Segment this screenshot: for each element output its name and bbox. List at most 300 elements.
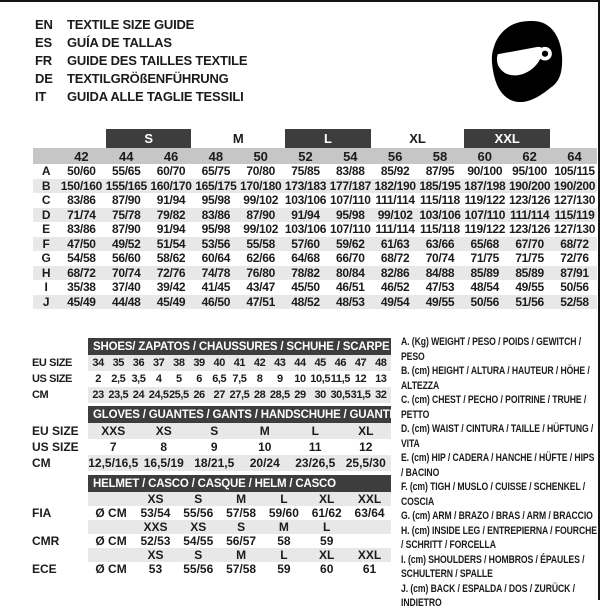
helmet-size-letter: XS xyxy=(134,492,177,506)
measurement-cell: 41/45 xyxy=(201,280,231,295)
measurement-cell: 50/56 xyxy=(462,295,507,310)
measurement-cell: 111/114 xyxy=(375,222,415,237)
measurement-row xyxy=(33,164,597,179)
size-row xyxy=(30,439,391,455)
table-title-row xyxy=(30,338,391,355)
size-cell: 39 xyxy=(189,355,209,371)
helmet-size-cell: 56/57 xyxy=(226,534,257,548)
measurement-cell: 165/175 xyxy=(195,178,237,193)
size-cell: 42 xyxy=(250,355,270,371)
measurement-cell: 85/89 xyxy=(507,266,552,281)
measurement-cell: 65/68 xyxy=(462,237,507,252)
helmet-size-cell: 53 xyxy=(148,562,163,576)
side-label: EU SIZE xyxy=(30,355,88,371)
measurement-cell: 46/51 xyxy=(336,280,365,295)
measurement-cell: 59/62 xyxy=(328,237,373,252)
measurement-cell: 70/74 xyxy=(104,266,149,281)
size-cell: 10,5 xyxy=(310,373,331,385)
size-cell: 9 xyxy=(276,373,283,385)
language-title: GUIDA ALLE TAGLIE TESSILI xyxy=(67,88,244,104)
numeric-size: 62 xyxy=(507,148,552,164)
language-row xyxy=(35,51,247,69)
language-code: IT xyxy=(35,88,47,104)
side-spacer xyxy=(30,492,88,506)
size-cell: 46 xyxy=(330,355,350,371)
legend-item: B. (cm) HEIGHT / ALTURA / HAUTEUR / HÖHE / ALTEZZA xyxy=(401,365,590,392)
size-row xyxy=(30,423,391,439)
corner-cell xyxy=(33,128,59,148)
numeric-size: 44 xyxy=(104,148,149,164)
size-cell: 24 xyxy=(128,387,148,403)
table-title-row xyxy=(30,475,391,492)
size-cell: 3,5 xyxy=(131,373,146,385)
measurement-cell: 46/52 xyxy=(380,280,410,295)
measurement-cell: 83/86 xyxy=(67,222,96,237)
measurement-cell: 103/106 xyxy=(419,207,461,222)
side-label: CM xyxy=(30,387,88,403)
measurement-cell: 99/102 xyxy=(243,193,279,208)
size-letter-cell xyxy=(104,128,194,148)
measurement-cell: 46/50 xyxy=(193,295,238,310)
helmet-size-cell: 57/58 xyxy=(226,506,257,520)
language-title: TEXTILE SIZE GUIDE xyxy=(67,16,195,32)
diameter-unit-label: Ø CM xyxy=(95,562,127,576)
legend-item: J. (cm) BACK / ESPALDA / DOS / ZURÜCK / INDIETRO xyxy=(401,582,575,609)
helmet-size-letter: M xyxy=(262,520,305,534)
size-letter-label: XXL xyxy=(464,129,550,148)
helmet-size-letter: L xyxy=(305,520,348,534)
measurement-cell: 83/86 xyxy=(193,208,238,223)
measurement-cell: 111/114 xyxy=(507,208,552,223)
measurement-cell: 49/54 xyxy=(373,295,418,310)
helmet-size-cell: 61 xyxy=(362,562,377,576)
side-spacer xyxy=(30,548,88,562)
size-cell: 25,5 xyxy=(168,389,189,401)
side-spacer xyxy=(30,406,88,423)
size-cell: 25,5/30 xyxy=(341,455,392,471)
table-title: GLOVES / GUANTES / GANTS / HANDSCHUHE / GUANTI xyxy=(88,406,391,423)
helmet-size-cell: 59 xyxy=(320,534,334,548)
helmet-size-letter: S xyxy=(177,492,220,506)
helmet-size-cell: 59 xyxy=(277,562,291,576)
language-code: FR xyxy=(35,52,52,68)
size-cell: 28,5 xyxy=(269,389,290,401)
numeric-size: 52 xyxy=(283,148,328,164)
measurement-row xyxy=(33,179,597,194)
size-cell: 11 xyxy=(308,440,322,454)
size-cell: 2 xyxy=(95,373,101,385)
language-row xyxy=(35,69,247,87)
size-letter-row xyxy=(33,128,597,148)
size-letter-cell xyxy=(193,128,283,148)
measurement-cell: 123/126 xyxy=(508,222,551,237)
helmet-size-letter: S xyxy=(220,520,263,534)
legend-item: D. (cm) WAIST / CINTURA / TAILLE / HÜFTUNG / VITA xyxy=(401,423,594,450)
row-letter: C xyxy=(41,193,51,208)
measurement-cell: 74/78 xyxy=(193,266,238,281)
size-cell: 13 xyxy=(375,373,387,385)
measurement-cell: 44/48 xyxy=(104,295,149,310)
measurement-cell: 76/80 xyxy=(238,266,283,281)
measurement-cell: 37/40 xyxy=(111,280,141,295)
measurement-cell: 107/110 xyxy=(330,222,371,237)
language-code: DE xyxy=(35,70,53,86)
row-letter: J xyxy=(33,295,59,310)
language-title: TEXTILGRÖßENFÜHRUNG xyxy=(67,70,229,86)
measurement-cell: 170/180 xyxy=(240,178,282,193)
size-letter-cell xyxy=(283,128,373,148)
table-title: HELMET / CASCO / CASQUE / HELM / CASCO xyxy=(88,475,391,492)
measurement-cell: 105/115 xyxy=(554,164,595,179)
size-cell: 31,5 xyxy=(350,389,371,401)
measurement-cell: 119/122 xyxy=(464,222,506,237)
helmet-values-row xyxy=(30,506,391,520)
size-cell: 32 xyxy=(371,387,391,403)
legend-item: C. (cm) CHEST / PECHO / POITRINE / TRUHE / PETTO xyxy=(401,394,587,421)
measurement-cell: 48/54 xyxy=(470,280,500,295)
size-cell: XXS xyxy=(88,423,139,439)
size-cell: 36 xyxy=(128,355,148,371)
measurement-cell: 45/49 xyxy=(149,295,194,310)
size-cell: 43 xyxy=(270,355,290,371)
size-cell: 12 xyxy=(359,440,373,454)
size-cell: 7 xyxy=(109,440,117,454)
standard-label: ECE xyxy=(30,562,88,576)
size-cell: M xyxy=(240,423,291,439)
size-letter-label: L xyxy=(285,129,371,148)
size-cell: L xyxy=(290,423,341,439)
size-cell: 35 xyxy=(108,355,128,371)
measurement-cell: 173/183 xyxy=(284,178,327,193)
measurement-cell: 68/72 xyxy=(380,251,410,266)
measurement-cell: 45/50 xyxy=(291,280,320,295)
size-cell: 12,5/16,5 xyxy=(88,456,139,470)
size-letter-label: M xyxy=(232,130,244,146)
standard-label: CMR xyxy=(30,534,88,548)
language-row xyxy=(35,15,247,33)
measurement-cell: 95/98 xyxy=(201,193,231,208)
measurement-cell: 119/122 xyxy=(464,193,506,208)
measurement-cell: 85/89 xyxy=(462,266,507,281)
helmet-size-letter: M xyxy=(220,548,263,562)
numeric-size: 46 xyxy=(149,148,194,164)
measurement-row xyxy=(33,280,597,295)
size-cell: 10 xyxy=(258,440,272,454)
helmet-size-letters-row xyxy=(30,492,391,506)
size-cell: 11,5 xyxy=(330,373,350,385)
helmet-size-letter: XXL xyxy=(348,492,391,506)
measurement-cell: 115/118 xyxy=(419,193,460,208)
standard-label: FIA xyxy=(30,506,88,520)
helmet-size-letter: XXS xyxy=(134,520,177,534)
helmet-size-cell: 58 xyxy=(277,534,291,548)
measurement-cell: 127/130 xyxy=(553,222,596,237)
language-list xyxy=(35,15,247,105)
measurement-cell: 67/70 xyxy=(507,237,552,252)
helmet-size-letter: XS xyxy=(134,548,177,562)
size-cell: 40 xyxy=(209,355,229,371)
size-cell: 6 xyxy=(196,373,202,385)
size-cell: 9 xyxy=(210,440,218,454)
size-cell: 30 xyxy=(310,387,330,403)
table-title: SHOES/ ZAPATOS / CHAUSSURES / SCHUHE / SCARPE xyxy=(88,338,391,355)
numeric-size: 58 xyxy=(418,148,463,164)
measurement-cell: 43/47 xyxy=(246,280,275,295)
size-row xyxy=(30,371,391,387)
size-row xyxy=(30,355,391,371)
measurement-cell: 91/94 xyxy=(283,208,328,223)
size-cell: 23,5 xyxy=(108,389,129,401)
measurement-cell: 91/94 xyxy=(156,193,186,208)
row-letter: E xyxy=(42,222,50,237)
helmet-values-row xyxy=(30,562,391,576)
helmet-size-letter: XXL xyxy=(348,548,391,562)
size-cell: 37 xyxy=(149,355,169,371)
size-row xyxy=(30,387,391,403)
size-cell: 8 xyxy=(256,373,263,385)
measurement-cell: 84/88 xyxy=(418,266,463,281)
helmet-size-cell: 55/56 xyxy=(183,562,214,576)
size-cell: 4 xyxy=(155,373,162,385)
measurement-cell: 50/60 xyxy=(67,164,96,179)
measurement-cell: 111/114 xyxy=(375,193,415,208)
measurement-cell: 123/126 xyxy=(508,193,551,208)
numeric-size: 48 xyxy=(193,148,238,164)
measurement-cell: 91/94 xyxy=(156,222,186,237)
measurement-cell: 177/187 xyxy=(329,178,371,193)
measurement-cell: 48/52 xyxy=(283,295,328,310)
size-letter-cell xyxy=(373,128,463,148)
helmet-size-cell: 61/62 xyxy=(311,506,342,520)
measurement-cell: 115/119 xyxy=(552,208,597,223)
measurement-cell: 47/51 xyxy=(238,295,283,310)
empty-unit-cell xyxy=(88,492,134,506)
size-cell: 34 xyxy=(88,355,108,371)
measurement-cell: 71/74 xyxy=(59,208,104,223)
measurement-cell: 87/90 xyxy=(238,208,283,223)
helmet-size-cell: 60 xyxy=(320,562,334,576)
measurement-row xyxy=(33,295,597,310)
measurement-cell: 107/110 xyxy=(462,208,507,223)
row-letter: A xyxy=(41,164,51,179)
measurement-cell: 82/86 xyxy=(373,266,418,281)
measurement-cell: 78/82 xyxy=(283,266,328,281)
measurement-cell: 95/98 xyxy=(328,208,373,223)
size-cell: 16,5/19 xyxy=(139,455,190,471)
helmet-size-letter xyxy=(348,520,391,534)
size-cell: 45 xyxy=(310,355,330,371)
numeric-size: 50 xyxy=(238,148,283,164)
size-cell: 18/21,5 xyxy=(189,455,240,471)
legend-item: H. (cm) INSIDE LEG / ENTREPIERNA / FOURCHE / SCHRITT / FORCELLA xyxy=(401,524,597,551)
corner-cell xyxy=(33,148,59,164)
measurement-cell: 65/75 xyxy=(201,164,231,179)
size-cell: 12 xyxy=(354,373,367,385)
measurement-cell: 95/98 xyxy=(201,222,231,237)
measurement-cell: 56/60 xyxy=(111,251,141,266)
legend-item: A. (Kg) WEIGHT / PESO / POIDS / GEWITCH / PESO xyxy=(401,336,582,363)
measurement-cell: 63/66 xyxy=(418,237,463,252)
measurement-cell: 75/85 xyxy=(291,164,320,179)
shoes-size-table xyxy=(30,338,391,403)
measurement-cell: 95/100 xyxy=(512,164,548,179)
measurement-cell: 85/92 xyxy=(380,164,410,179)
numeric-size: 56 xyxy=(373,148,418,164)
measurement-cell: 99/102 xyxy=(373,208,418,223)
measurement-cell: 64/68 xyxy=(291,251,320,266)
measurement-cell: 160/170 xyxy=(150,178,192,193)
language-title: GUIDE DES TAILLES TEXTILE xyxy=(67,52,248,68)
size-cell: 6,5 xyxy=(212,373,227,385)
measurement-cell: 52/58 xyxy=(552,295,597,310)
legend-item: I. (cm) SHOULDERS / HOMBROS / ÉPAULES / SCHULTERN / SPALLE xyxy=(401,553,585,580)
measurement-cell: 66/70 xyxy=(336,251,365,266)
empty-unit-cell xyxy=(88,520,134,534)
language-code: EN xyxy=(35,16,53,32)
measurement-cell: 79/82 xyxy=(149,208,194,223)
measurement-cell: 87/90 xyxy=(111,222,141,237)
diameter-unit-label: Ø CM xyxy=(95,534,127,548)
measurement-cell: 53/56 xyxy=(193,237,238,252)
empty-unit-cell xyxy=(88,548,134,562)
size-cell: XL xyxy=(341,423,392,439)
measurement-cell: 80/84 xyxy=(328,266,373,281)
measurement-cell: 51/54 xyxy=(149,237,194,252)
helmet-size-letter: S xyxy=(177,548,220,562)
measurement-cell: 60/70 xyxy=(156,164,186,179)
measurement-cell: 51/56 xyxy=(507,295,552,310)
helmet-size-cell: 53/54 xyxy=(140,506,171,520)
measurement-cell: 55/65 xyxy=(111,164,141,179)
measurement-cell: 87/95 xyxy=(425,164,455,179)
size-letter-cell xyxy=(462,128,552,148)
size-cell: 41 xyxy=(229,355,249,371)
size-cell: 47 xyxy=(350,355,370,371)
size-cell: 5 xyxy=(176,373,182,385)
measurement-cell: 72/76 xyxy=(149,266,194,281)
size-cell: 44 xyxy=(290,355,310,371)
table-title-row xyxy=(30,406,391,423)
measurement-cell: 71/75 xyxy=(515,251,544,266)
side-spacer xyxy=(30,475,88,492)
size-cell: 23/26,5 xyxy=(290,455,341,471)
size-cell: S xyxy=(189,423,240,439)
racing-helmet-icon xyxy=(487,18,565,106)
legend-item: G. (cm) ARM / BRAZO / BRAS / ARM / BRACCIO xyxy=(401,510,593,522)
helmet-size-letter: XS xyxy=(177,520,220,534)
legend-item: F. (cm) TIGH / MUSLO / CUISSE / SCHENKEL / COSCIA xyxy=(401,481,586,508)
measurement-cell: 83/86 xyxy=(67,193,96,208)
language-title: GUÍA DE TALLAS xyxy=(67,34,172,50)
side-label: CM xyxy=(30,455,88,471)
numeric-size: 42 xyxy=(59,148,104,164)
measurement-cell: 107/110 xyxy=(330,193,371,208)
size-cell: 23 xyxy=(88,387,108,403)
language-row xyxy=(35,33,247,51)
language-code: ES xyxy=(35,34,52,50)
measurement-cell: 68/72 xyxy=(552,237,597,252)
size-cell: 48 xyxy=(371,355,391,371)
measurement-row xyxy=(33,208,597,223)
size-cell: 26 xyxy=(189,387,209,403)
side-spacer xyxy=(30,338,88,355)
size-cell: 27,5 xyxy=(229,389,250,401)
measurement-cell: 45/49 xyxy=(59,295,104,310)
numeric-size: 60 xyxy=(462,148,507,164)
side-label: EU SIZE xyxy=(30,423,88,439)
measurement-cell: 50/56 xyxy=(560,280,589,295)
helmet-values-row xyxy=(30,534,391,548)
row-letter: H xyxy=(33,266,59,281)
helmet-size-letters-row xyxy=(30,548,391,562)
helmet-size-letter: L xyxy=(262,548,305,562)
row-letter: B xyxy=(33,179,59,194)
measurement-cell: 57/60 xyxy=(283,237,328,252)
measurement-cell: 62/66 xyxy=(246,251,275,266)
helmet-size-cell: 57/58 xyxy=(226,562,257,576)
size-cell: 7,5 xyxy=(232,373,247,385)
measurement-cell: 99/102 xyxy=(243,222,279,237)
language-row xyxy=(35,87,247,105)
helmet-size-letter: XL xyxy=(305,548,348,562)
measurement-cell: 35/38 xyxy=(67,280,96,295)
measurement-cell: 103/106 xyxy=(284,222,327,237)
measurement-cell: 185/195 xyxy=(419,178,461,193)
size-cell: 28 xyxy=(250,387,270,403)
row-letter: I xyxy=(44,280,48,295)
measurement-cell: 48/53 xyxy=(328,295,373,310)
empty-cell xyxy=(552,128,597,148)
measurement-cell: 68/72 xyxy=(59,266,104,281)
measurement-cell: 115/118 xyxy=(419,222,460,237)
measurement-cell: 61/63 xyxy=(373,237,418,252)
side-label: US SIZE xyxy=(30,439,88,455)
measurement-cell: 150/160 xyxy=(60,178,103,193)
measurement-row xyxy=(33,266,597,281)
measurement-row xyxy=(33,222,597,237)
measurement-legend xyxy=(401,335,598,611)
size-cell: 24,5 xyxy=(148,389,169,401)
measurement-cell: 49/55 xyxy=(515,280,544,295)
measurement-cell: 75/78 xyxy=(104,208,149,223)
helmet-size-table xyxy=(30,475,391,576)
textile-size-table xyxy=(33,128,597,309)
measurement-cell: 70/74 xyxy=(425,251,455,266)
diameter-unit-label: Ø CM xyxy=(95,506,127,520)
measurement-cell: 49/52 xyxy=(104,237,149,252)
measurement-cell: 49/55 xyxy=(418,295,463,310)
size-cell: 20/24 xyxy=(240,455,291,471)
measurement-cell: 103/106 xyxy=(284,193,327,208)
numeric-size: 64 xyxy=(552,148,597,164)
side-spacer xyxy=(30,520,88,534)
row-letter: F xyxy=(33,237,59,252)
size-cell: 30,5 xyxy=(330,389,351,401)
measurement-cell: 83/88 xyxy=(336,164,365,179)
empty-cell xyxy=(59,128,104,148)
measurement-row xyxy=(33,193,597,208)
measurement-cell: 187/198 xyxy=(464,178,506,193)
measurement-row xyxy=(33,237,597,252)
size-cell: 38 xyxy=(169,355,189,371)
row-letter: G xyxy=(41,251,51,266)
helmet-size-cell: 59/60 xyxy=(268,506,299,520)
measurement-cell: 60/64 xyxy=(201,251,231,266)
numeric-size-row xyxy=(33,148,597,164)
gloves-size-table xyxy=(30,406,391,471)
helmet-size-cell: 55/56 xyxy=(183,506,214,520)
measurement-row xyxy=(33,251,597,266)
